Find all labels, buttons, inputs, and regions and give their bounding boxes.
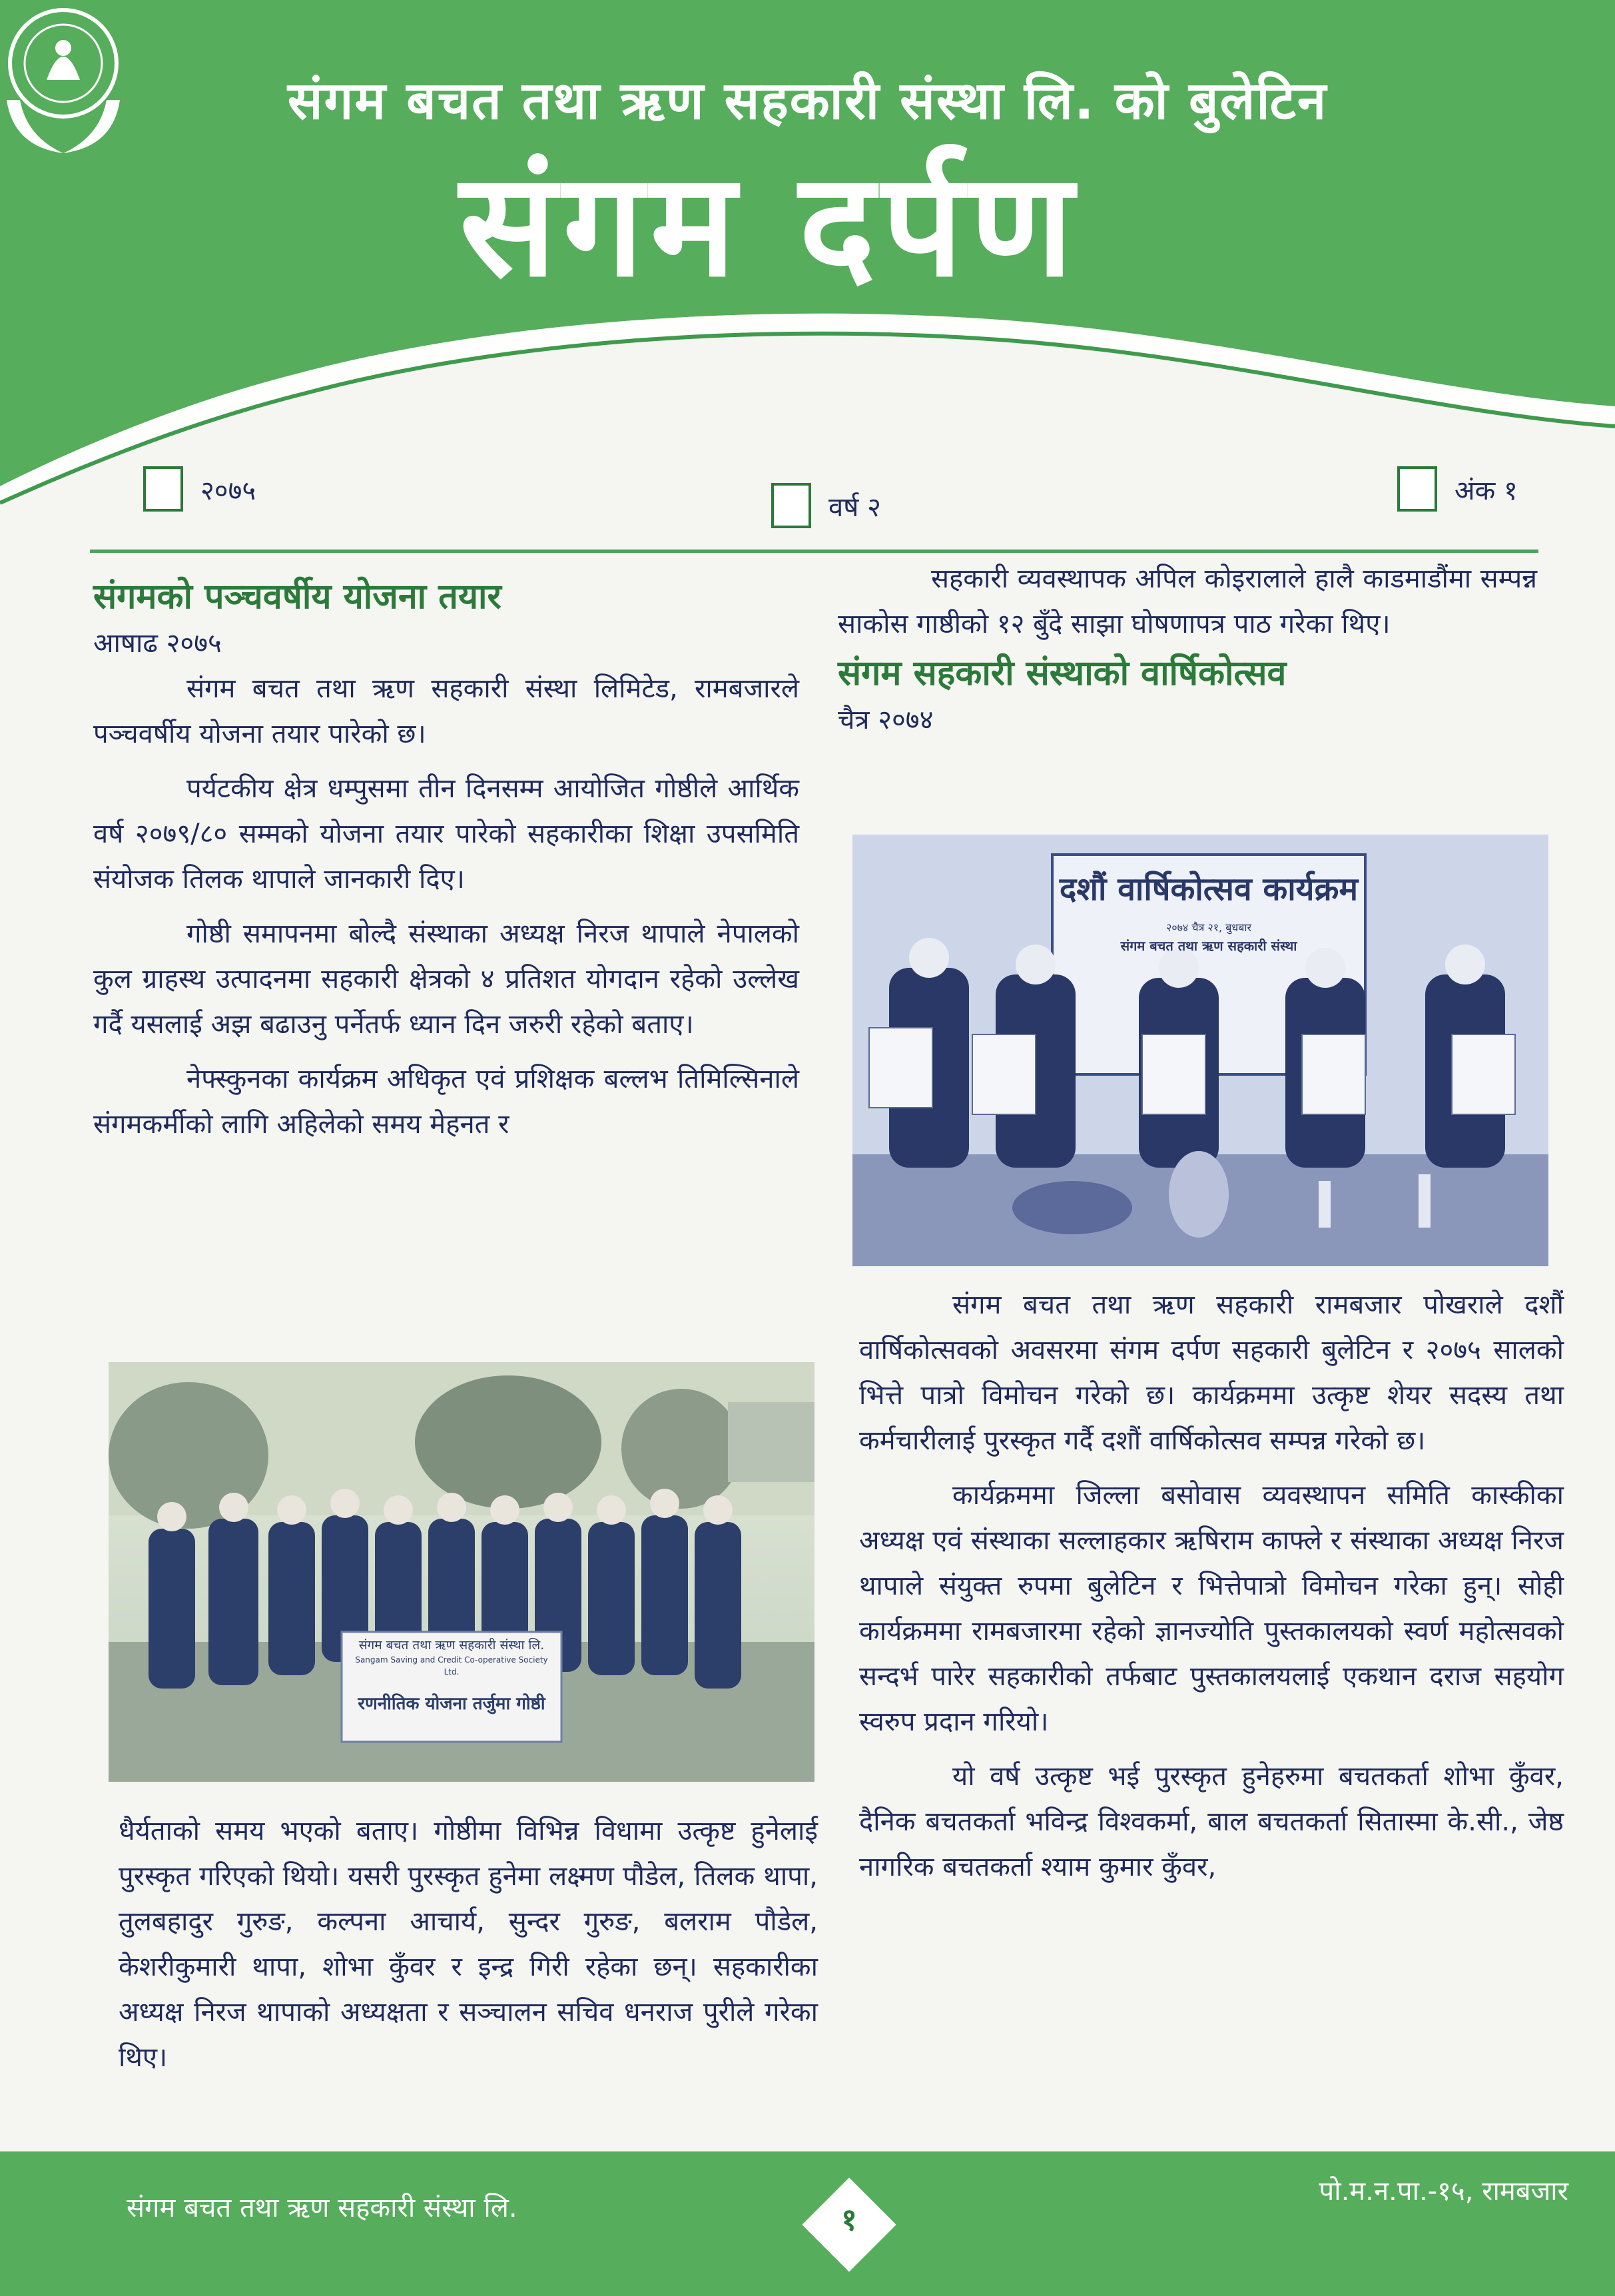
issue-number — [1397, 466, 1518, 512]
checkbox-icon — [1397, 466, 1437, 512]
checkbox-icon — [143, 466, 183, 512]
photo-banner-line3: रणनीतिक योजना तर्जुमा गोष्ठी — [358, 1694, 545, 1714]
photo-banner-org: संगम बचत तथा ऋण सहकारी संस्था — [1120, 938, 1297, 954]
anniversary-photo — [852, 835, 1548, 1266]
right-para-1: संगम बचत तथा ऋण सहकारी रामबजार पोखराले दशौं वार्षिकोत्सवको अवसरमा संगम दर्पण सहकारी बुलेटिन र २०७५ सालको भित्ते पात्रो विमोचन गरेको छ। कार्यक्रममा उत्कृष्ट शेयर सदस्य तथा कर्मचारीलाई पुरस्कृत गर्दै दशौं वार्षिकोत्सव सम्पन्न गरेको छ। — [859, 1290, 1564, 1456]
cooperative-logo-icon — [0, 0, 127, 167]
photo-banner-title: दशौं वार्षिकोत्सव कार्यक्रम — [1059, 871, 1359, 908]
left-article — [93, 573, 799, 1147]
photo-banner-line1: संगम बचत तथा ऋण सहकारी संस्था लि. — [358, 1638, 545, 1653]
issue-number-label: अंक १ — [1454, 475, 1518, 506]
issue-year-label: २०७५ — [200, 475, 256, 506]
left-para-5: धैर्यताको समय भएको बताए। गोष्ठीमा विभिन्न विधामा उत्कृष्ट हुनेलाई पुरस्कृत गरिएको थियो। यसरी पुरस्कृत हुनेमा लक्ष्मण पौडेल, तिलक थापा, तुलबहादुर गुरुङ, कल्पना आचार्य, सुन्दर गुरुङ, बलराम पौडेल, केशरीकुमारी थापा, शोभा कुँवर र इन्द्र गिरी रहेका छन्। सहकारीका अध्यक्ष निरज थापाको अध्यक्षता र सञ्चालन सचिव धनराज पुरीले गरेका थिए। — [119, 1816, 818, 2073]
page-number: १ — [841, 2201, 857, 2237]
checkbox-icon — [771, 483, 811, 528]
right-article-continued — [859, 1282, 1564, 1890]
issue-volume — [771, 483, 881, 528]
left-para-3: गोष्ठी समापनमा बोल्दै संस्थाका अध्यक्ष निरज थापाले नेपालको कुल ग्राहस्थ उत्पादनमा सहकारी क्षेत्रको ४ प्रतिशत योगदान रहेको उल्लेख गर्दै यसलाई अझ बढाउनु पर्नेतर्फ ध्यान दिन जरुरी रहेको बताए। — [93, 919, 799, 1040]
left-article-heading: संगमको पञ्चवर्षीय योजना तयार — [93, 577, 501, 617]
left-para-1: संगम बचत तथा ऋण सहकारी संस्था लिमिटेड, रामबजारले पञ्चवर्षीय योजना तयार पारेको छ। — [93, 673, 799, 749]
footer-org: संगम बचत तथा ऋण सहकारी संस्था लि. — [127, 2193, 517, 2223]
right-para-2: कार्यक्रममा जिल्ला बसोवास व्यवस्थापन समिति कास्कीका अध्यक्ष एवं संस्थाका सल्लाहकार ऋषिराम काफ्ले र संस्थाका अध्यक्ष निरज थापाले संयुक्त रुपमा बुलेटिन र भित्तेपात्रो विमोचन गरेका हुन्। सोही कार्यक्रममा रामबजारमा रहेको ज्ञानज्योति पुस्तकालयको स्वर्ण महोत्सवको सन्दर्भ पारेर सहकारीको तर्फबाट पुस्तकालयलाई एकथान दराज सहयोग स्वरुप प्रदान गरियो। — [859, 1480, 1564, 1737]
bulletin-subtitle: संगम बचत तथा ऋण सहकारी संस्था लि. को बुलेटिन — [287, 71, 1328, 131]
issue-year — [143, 466, 256, 512]
issue-volume-label: वर्ष २ — [828, 492, 881, 523]
left-article-continued — [119, 1808, 818, 2080]
photo-banner-line2: Sangam Saving and Credit Co-operative Society Ltd. — [355, 1655, 548, 1677]
left-para-2: पर्यटकीय क्षेत्र धम्पुसमा तीन दिनसम्म आयोजित गोष्ठीले आर्थिक वर्ष २०७९/८० सम्मको योजना तयार पारेको सहकारीका शिक्षा उपसमिति संयोजक तिलक थापाले जानकारी दिए। — [93, 773, 799, 895]
right-para-0: सहकारी व्यवस्थापक अपिल कोइरालाले हालै काडमाडौंमा सम्पन्न साकोस गाष्ठीको १२ बुँदे साझा घोषणापत्र पाठ गरेका थिए। — [838, 564, 1537, 639]
left-para-4: नेफ्स्कुनका कार्यक्रम अधिकृत एवं प्रशिक्षक बल्लभ तिमिल्सिनाले संगमकर्मीको लागि अहिलेको समय मेहनत र — [93, 1064, 799, 1140]
group-photo — [109, 1362, 814, 1782]
right-article — [838, 556, 1537, 743]
footer-address: पो.म.न.पा.-१५, रामबजार — [1319, 2176, 1568, 2207]
page-footer — [0, 2151, 1615, 2296]
masthead-header — [0, 0, 1615, 506]
left-article-date: आषाढ २०७५ — [93, 628, 222, 659]
section-rule — [90, 550, 1538, 553]
photo-banner-date: २०७४ चैत्र २१, बुधबार — [1165, 921, 1252, 934]
right-article-heading: संगम सहकारी संस्थाको वार्षिकोत्सव — [838, 653, 1287, 693]
right-para-3: यो वर्ष उत्कृष्ट भई पुरस्कृत हुनेहरुमा बचतकर्ता शोभा कुँवर, दैनिक बचतकर्ता भविन्द्र विश्वकर्मा, बाल बचतकर्ता सितास्मा के.सी., जेष्ठ नागरिक बचतकर्ता श्याम कुमार कुँवर, — [859, 1761, 1564, 1882]
masthead-title: संगम दर्पण — [460, 141, 1080, 308]
right-article-date: चैत्र २०७४ — [838, 705, 934, 735]
